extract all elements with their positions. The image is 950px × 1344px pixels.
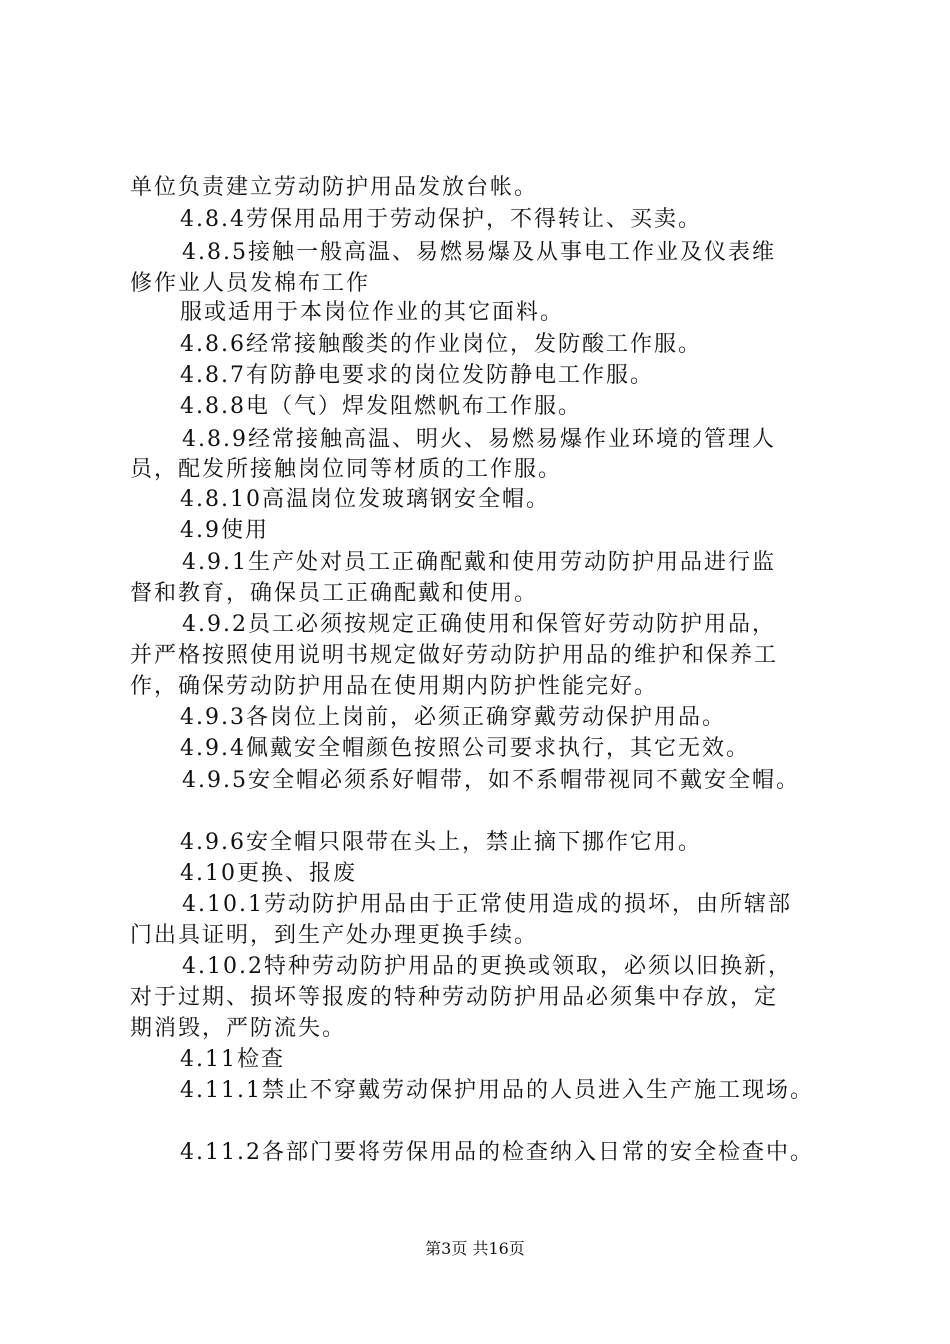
text-line: 4.11.1禁止不穿戴劳动保护用品的人员进入生产施工现场。 bbox=[180, 1078, 814, 1103]
text-line: 4.8.8电（气）焊发阻燃帆布工作服。 bbox=[180, 394, 582, 419]
text-line: 督和教育，确保员工正确配戴和使用。 bbox=[130, 581, 539, 606]
section-heading: 4.11检查 bbox=[180, 1047, 285, 1072]
section-heading: 4.9使用 bbox=[180, 518, 269, 543]
text-line: 门出具证明，到生产处办理更换手续。 bbox=[130, 923, 539, 948]
text-line: 4.8.7有防静电要求的岗位发防静电工作服。 bbox=[180, 363, 654, 388]
text-line: 修作业人员发棉布工作 bbox=[130, 271, 371, 296]
text-line: 4.9.6安全帽只限带在头上，禁止摘下挪作它用。 bbox=[180, 830, 702, 855]
text-line: 4.10.1劳动防护用品由于正常使用造成的损坏，由所辖部 bbox=[182, 892, 792, 917]
text-line: 4.9.1生产处对员工正确配戴和使用劳动防护用品进行监 bbox=[182, 550, 776, 575]
page-number-footer: 第3页 共16页 bbox=[425, 1239, 525, 1258]
text-line: 4.8.6经常接触酸类的作业岗位，发防酸工作服。 bbox=[180, 332, 702, 357]
text-line: 4.10.2特种劳动防护用品的更换或领取，必须以旧换新， bbox=[182, 954, 792, 979]
text-line: 4.9.4佩戴安全帽颜色按照公司要求执行，其它无效。 bbox=[180, 736, 750, 761]
text-line: 4.9.2员工必须按规定正确使用和保管好劳动防护用品， bbox=[182, 612, 776, 637]
text-line: 4.8.10高温岗位发玻璃钢安全帽。 bbox=[180, 487, 550, 512]
text-line: 4.9.3各岗位上岗前，必须正确穿戴劳动保护用品。 bbox=[180, 705, 726, 730]
text-line: 作，确保劳动防护用品在使用期内防护性能完好。 bbox=[130, 674, 659, 699]
text-line: 服或适用于本岗位作业的其它面料。 bbox=[180, 300, 565, 325]
text-line: 期消毁，严防流失。 bbox=[130, 1016, 347, 1041]
text-line: 4.8.9经常接触高温、明火、易燃易爆作业环境的管理人 bbox=[182, 427, 776, 452]
text-line: 4.11.2各部门要将劳保用品的检查纳入日常的安全检查中。 bbox=[180, 1140, 814, 1165]
text-line: 对于过期、损坏等报废的特种劳动防护用品必须集中存放，定 bbox=[130, 985, 779, 1010]
text-line: 4.9.5安全帽必须系好帽带，如不系帽带视同不戴安全帽。 bbox=[182, 768, 800, 793]
text-line: 单位负责建立劳动防护用品发放台帐。 bbox=[130, 175, 539, 200]
text-line: 4.8.5接触一般高温、易燃易爆及从事电工作业及仪表维 bbox=[182, 240, 776, 265]
text-line: 员，配发所接触岗位同等材质的工作服。 bbox=[130, 457, 563, 482]
section-heading: 4.10更换、报废 bbox=[180, 861, 357, 886]
text-line: 并严格按照使用说明书规定做好劳动防护用品的维护和保养工 bbox=[130, 643, 779, 668]
text-line: 4.8.4劳保用品用于劳动保护，不得转让、买卖。 bbox=[180, 207, 702, 232]
